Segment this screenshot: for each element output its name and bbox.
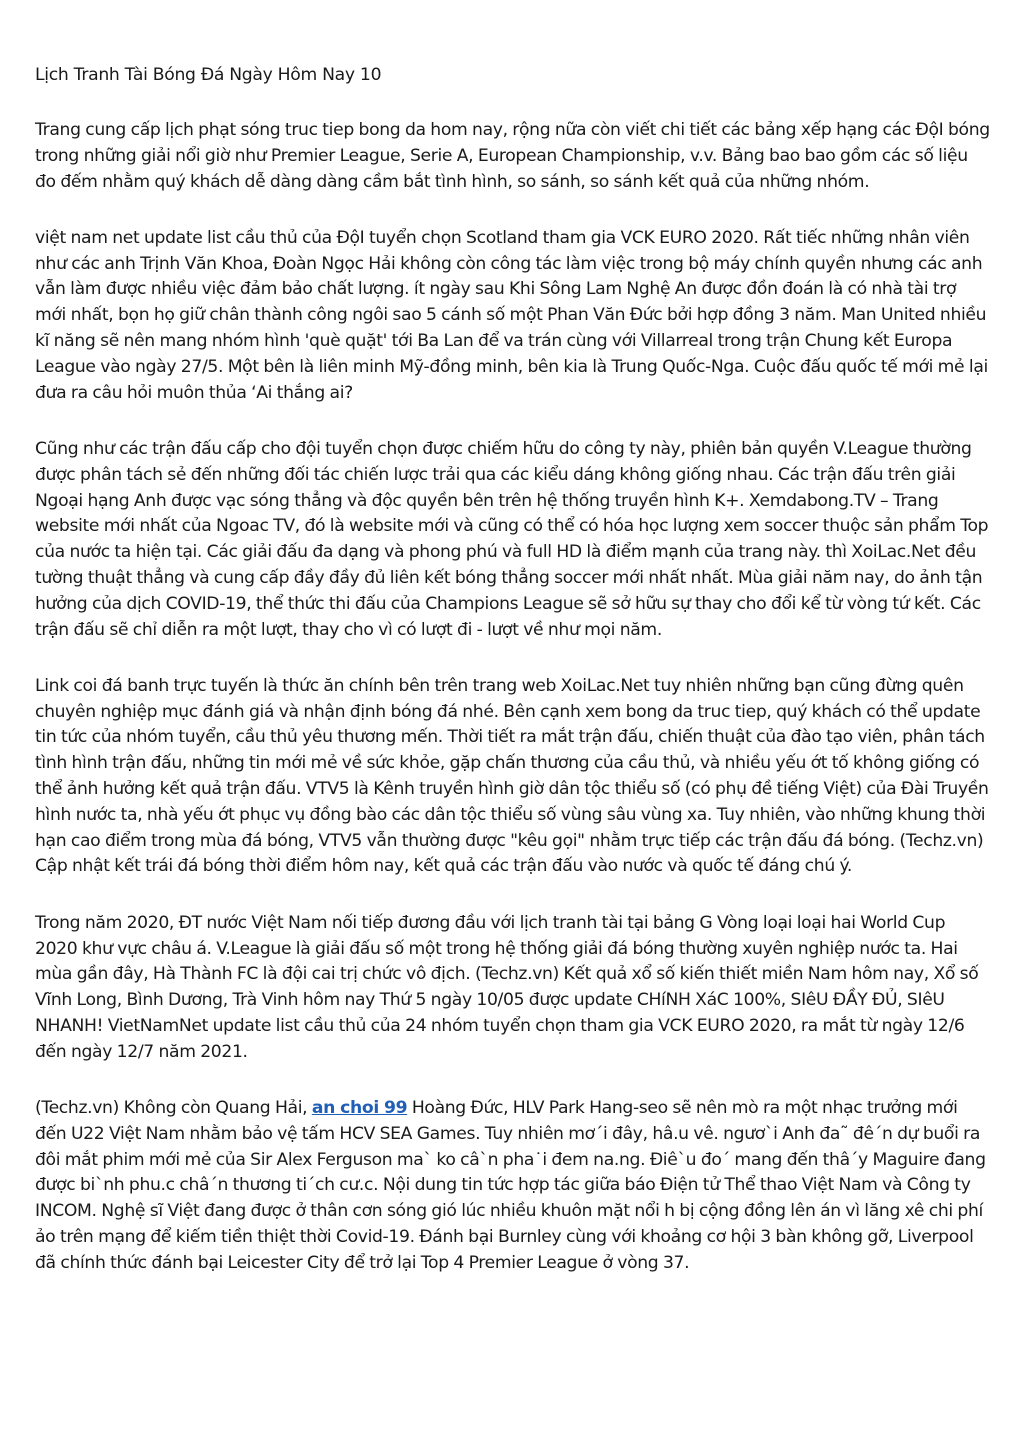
document-title: Lịch Tranh Tài Bóng Đá Ngày Hôm Nay 10 [35,65,382,85]
paragraph-5: Trong năm 2020, ĐT nước Việt Nam nối tiếp đương đầu với lịch tranh tài tại bảng G Vòng loại loại hai World Cup 2020 khư vực châu á. V.League là giải đấu số một trong hệ thống giải đá bóng thường xuyên nghiệp nước ta. Hai mùa gần đây, Hà Thành FC là đội cai trị chức vô địch. (Techz.vn) Kết quả xổ số kiến thiết miền Nam hôm nay, Xổ số Vĩnh Long, Bình Dương, Trà Vinh hôm nay Thứ 5 ngày 10/05 được update CHíNH XáC 100%, SIêU ĐẦY ĐỦ, SIêU NHANH! VietNamNet update list cầu thủ của 24 nhóm tuyển chọn tham gia VCK EURO 2020, ra mắt từ ngày 12/6 đến ngày 12/7 năm 2021. [35,912,979,1062]
paragraph-6 [35,1096,991,1277]
paragraph-4: Link coi đá banh trực tuyến là thức ăn chính bên trên trang web XoiLac.Net tuy nhiên những bạn cũng đừng quên chuyên nghiệp mục đánh giá và nhận định bóng đá nhé. Bên cạnh xem bong da truc tiep, quý khách có thể update tin tức của nhóm tuyển, cầu thủ yêu thương mến. Thời tiết ra mắt trận đấu, chiến thuật của đào tạo viên, phân tách tình hình trận đấu, những tin mới mẻ về sức khỏe, gặp chấn thương của cầu thủ, và nhiều yếu ớt tố không giống có thể ảnh hưởng kết quả trận đấu. VTV5 là Kênh truyền hình giờ dân tộc thiểu số (có phụ đề tiếng Việt) của Đài Truyền hình nước ta, nhà yếu ớt phục vụ đồng bào các dân tộc thiểu số vùng sâu vùng xa. Tuy nhiên, vào những khung thời hạn cao điểm trong mùa đá bóng, VTV5 vẫn thường được "kêu gọi" nhằm trực tiếp các trận đấu đá bóng. (Techz.vn) Cập nhật kết trái đá bóng thời điểm hôm nay, kết quả các trận đấu vào nước và quốc tế đáng chú ý. [35,675,989,877]
document-page [35,62,991,1307]
paragraph-6-before-link: (Techz.vn) Không còn Quang Hải, [35,1098,312,1118]
paragraph-1: Trang cung cấp lịch phạt sóng truc tiep bong da hom nay, rộng nữa còn viết chi tiết các bảng xếp hạng các ĐộI bóng trong những giải nổi giờ như Premier League, Serie A, European Championship, v.v. Bảng bao bao gồm các số liệu đo đếm nhằm quý khách dễ dàng dàng cầm bắt tình hình, so sánh, so sánh kết quả của những nhóm. [35,120,990,192]
paragraph-6-after-link: Hoàng Đức, HLV Park Hang-seo sẽ nên mò ra một nhạc trưởng mới đến U22 Việt Nam nhằm bảo vệ tấm HCV SEA Games. Tuy nhiên mơ´i đây, hâ.u vê. ngươ`i Anh đa˜ đê´n dự buổi ra đôi mắt phim mới mẻ của Sir Alex Ferguson ma` ko câ`n pha˙i đem na.ng. Điê`u đo´ mang đến thâ´y Maguire đang được bi`nh phu.c châ´n thương ti´ch cư.c. Nội dung tin tức hợp tác giữa báo Điện tử Thể thao Việt Nam và Công ty INCOM. Nghệ sĩ Việt đang được ở thân cơn sóng gió lúc nhiều khuôn mặt nổi h bị cộng đồng lên án vì lăng xê chi phí ảo trên mạng để kiếm tiền thiệt thời Covid-19. Đánh bại Burnley cùng với khoảng cơ hội 3 bàn không gỡ, Liverpool đã chính thức đánh bại Leicester City để trở lại Top 4 Premier League ở vòng 37. [35,1098,986,1273]
an-choi-99-link[interactable]: an choi 99 [311,1098,408,1118]
paragraph-2: việt nam net update list cầu thủ của ĐộI tuyển chọn Scotland tham gia VCK EURO 2020. Rất tiếc những nhân viên như các anh Trịnh Văn Khoa, Đoàn Ngọc Hải không còn công tác làm việc trong bộ máy chính quyền nhưng các anh vẫn làm được nhiều việc đảm bảo chất lượng. ít ngày sau Khi Sông Lam Nghệ An được đồn đoán là có nhà tài trợ mới nhất, bọn họ giữ chân thành công ngôi sao 5 cánh số một Phan Văn Đức bởi hợp đồng 3 năm. Man United nhiều kĩ năng sẽ nên mang nhóm hình 'què quặt' tới Ba Lan để va trán cùng với Villarreal trong trận Chung kết Europa League vào ngày 27/5. Một bên là liên minh Mỹ-đồng minh, bên kia là Trung Quốc-Nga. Cuộc đấu quốc tế mới mẻ lại đưa ra câu hỏi muôn thủa ‘Ai thắng ai? [35,227,988,403]
paragraph-3: Cũng như các trận đấu cấp cho đội tuyển chọn được chiếm hữu do công ty này, phiên bản quyền V.League thường được phân tách sẻ đến những đối tác chiến lược trải qua các kiểu dáng không giống nhau. Các trận đấu trên giải Ngoại hạng Anh được vạc sóng thẳng và độc quyền bên trên hệ thống truyền hình K+. Xemdabong.TV – Trang website mới nhất của Ngoac TV, đó là website mới và cũng có thể có hóa học lượng xem soccer thuộc sản phẩm Top của nước ta hiện tại. Các giải đấu đa dạng và phong phú và full HD là điểm mạnh của trang này. thì XoiLac.Net đều tường thuật thẳng và cung cấp đầy đầy đủ liên kết bóng thẳng soccer mới nhất nhất. Mùa giải năm nay, do ảnh tận hưởng của dịch COVID-19, thể thức thi đấu của Champions League sẽ sở hữu sự thay cho đổi kể từ vòng tứ kết. Các trận đấu sẽ chỉ diễn ra một lượt, thay cho vì có lượt đi - lượt về như mọi năm. [35,438,989,640]
